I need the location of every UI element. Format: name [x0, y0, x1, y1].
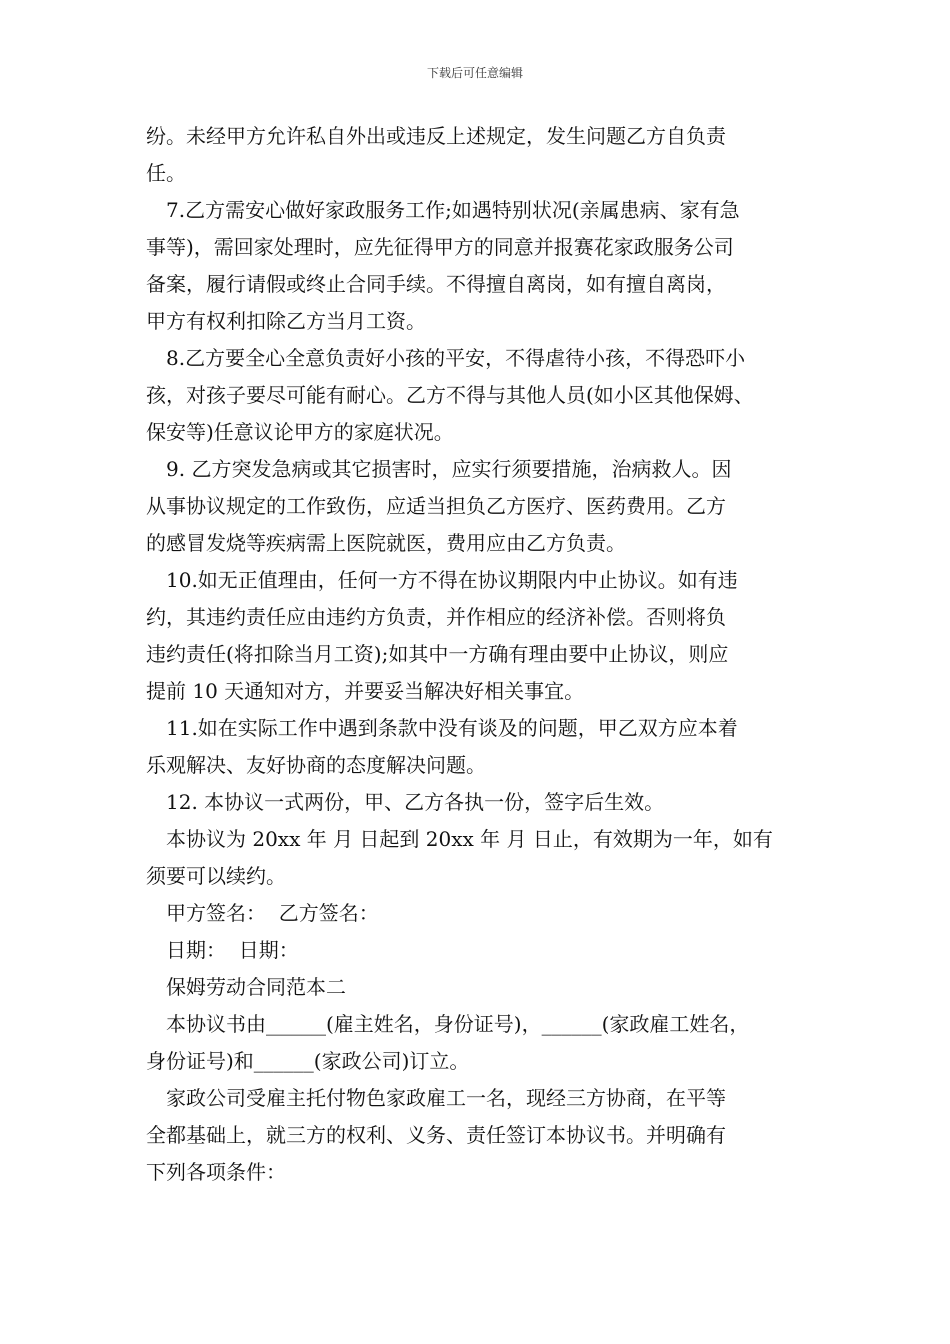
paragraph-line: 纷。未经甲方允许私自外出或违反上述规定，发生问题乙方自负责	[146, 124, 726, 148]
paragraph-line: 孩，对孩子要尽可能有耐心。乙方不得与其他人员(如小区其他保姆、	[146, 383, 754, 407]
paragraph-line: 12. 本协议一式两份，甲、乙方各执一份，签字后生效。	[166, 790, 665, 814]
paragraph-line: 违约责任(将扣除当月工资);如其中一方确有理由要中止协议，则应	[146, 642, 729, 666]
paragraph-line: 提前 10 天通知对方，并要妥当解决好相关事宜。	[146, 679, 585, 703]
paragraph	[146, 340, 816, 451]
paragraph-line: 甲方签名： 乙方签名：	[166, 901, 379, 925]
paragraph	[146, 192, 816, 340]
paragraph	[146, 969, 816, 1006]
paragraph	[146, 451, 816, 562]
paragraph-line: 8.乙方要全心全意负责好小孩的平安，不得虐待小孩，不得恐吓小	[166, 346, 746, 370]
paragraph-line: 身份证号)和______(家政公司)订立。	[146, 1049, 470, 1073]
paragraph-line: 须要可以续约。	[146, 864, 286, 888]
paragraph-line: 7.乙方需安心做好家政服务工作;如遇特别状况(亲属患病、家有急	[166, 198, 740, 222]
paragraph-line: 备案，履行请假或终止合同手续。不得擅自离岗，如有擅自离岗，	[146, 272, 726, 296]
paragraph-line: 10.如无正值理由，任何一方不得在协议期限内中止协议。如有违	[166, 568, 738, 592]
paragraph	[146, 821, 816, 895]
page-header: 下载后可任意编辑	[426, 66, 523, 80]
paragraph-line: 的感冒发烧等疾病需上医院就医，费用应由乙方负责。	[146, 531, 626, 555]
document-body	[146, 118, 816, 1191]
paragraph	[146, 710, 816, 784]
paragraph-line: 约，其违约责任应由违约方负责，并作相应的经济补偿。否则将负	[146, 605, 726, 629]
paragraph	[146, 784, 816, 821]
paragraph	[146, 1006, 816, 1080]
paragraph	[146, 1080, 816, 1191]
paragraph-line: 下列各项条件：	[146, 1160, 286, 1184]
paragraph-line: 甲方有权利扣除乙方当月工资。	[146, 309, 426, 333]
paragraph-line: 家政公司受雇主托付物色家政雇工一名，现经三方协商，在平等	[166, 1086, 726, 1110]
paragraph-line: 全都基础上，就三方的权利、义务、责任签订本协议书。并明确有	[146, 1123, 726, 1147]
paragraph-line: 本协议书由______(雇主姓名，身份证号)，______(家政雇工姓名，	[166, 1012, 750, 1036]
paragraph-line: 事等)，需回家处理时，应先征得甲方的同意并报赛花家政服务公司	[146, 235, 734, 259]
paragraph-line: 保姆劳动合同范本二	[166, 975, 346, 999]
paragraph-line: 日期： 日期：	[166, 938, 299, 962]
paragraph-line: 任。	[146, 161, 186, 185]
paragraph-line: 9. 乙方突发急病或其它损害时，应实行须要措施，治病救人。因	[166, 457, 732, 481]
paragraph	[146, 932, 816, 969]
paragraph-line: 11.如在实际工作中遇到条款中没有谈及的问题，甲乙双方应本着	[166, 716, 738, 740]
paragraph	[146, 118, 816, 192]
paragraph-line: 乐观解决、友好协商的态度解决问题。	[146, 753, 486, 777]
paragraph	[146, 895, 816, 932]
paragraph-line: 从事协议规定的工作致伤，应适当担负乙方医疗、医药费用。乙方	[146, 494, 726, 518]
paragraph-line: 保安等)任意议论甲方的家庭状况。	[146, 420, 454, 444]
paragraph	[146, 562, 816, 710]
paragraph-line: 本协议为 20xx 年 月 日起到 20xx 年 月 日止，有效期为一年，如有	[166, 827, 773, 851]
